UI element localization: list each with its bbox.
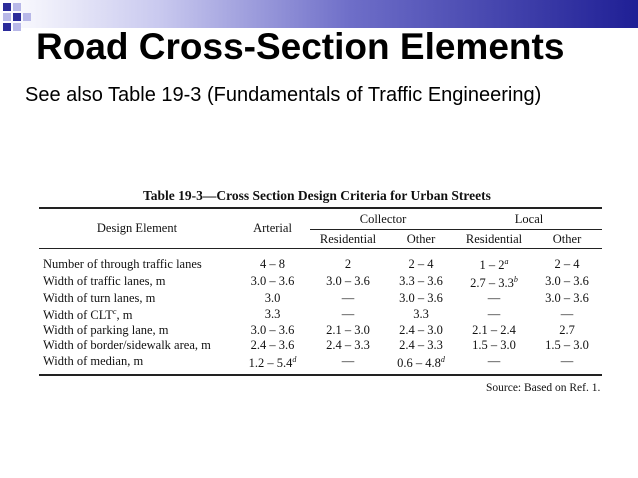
local-residential-value: 2.1 – 2.4 [472,323,516,338]
local-residential-value: 1 – 2$^a$ [479,257,509,273]
table-row [39,291,602,306]
local-residential-value: — [487,290,501,305]
collector-residential-value: — [310,353,386,375]
footnote-mark: d [292,354,297,364]
collector-other-value: 2.4 – 3.0 [399,323,443,338]
row-label: Width of parking lane, m [43,323,169,338]
collector-other-value: 3.3 – 3.6 [399,274,443,289]
collector-other-value: 2 – 4 [408,256,434,271]
row-label: Number of through traffic lanes [43,256,202,271]
local-other-value: — [532,353,602,375]
arterial-value: 1.2 – 5.4$^d$ [235,353,310,375]
arterial-value: 4 – 8 [260,256,285,271]
table-row [39,305,602,323]
table-row [39,353,602,375]
header-local: Local [456,208,602,230]
local-residential-value: — [487,307,501,321]
header-arterial: Arterial [235,208,310,249]
collector-residential-value: 2.1 – 3.0 [326,323,370,338]
local-other-value: 3.0 – 3.6 [545,274,589,289]
header-gradient-bar [0,0,638,28]
footnote-mark: b [513,274,518,284]
collector-residential-value: 2.4 – 3.3 [326,337,370,352]
footnote-mark: c [112,307,117,317]
header-collector-other: Other [386,230,456,249]
arterial-value: 3.0 – 3.6 [250,274,295,289]
row-label: Width of CLT$^c$, m [43,307,133,323]
slide-title: Road Cross-Section Elements [36,26,565,67]
table-row [39,273,602,291]
local-other-value: 2 – 4 [554,256,580,271]
table-source-note: Source: Based on Ref. 1. [486,382,601,394]
footnote-mark: a [504,257,509,266]
arterial-value: 3.0 [264,290,281,305]
collector-residential-value: — [341,290,355,305]
cross-section-table [39,207,602,376]
arterial-value: 2.4 – 3.6 [250,337,295,352]
slide-subtitle: See also Table 19-3 (Fundamentals of Traffic Engineering) [25,84,542,106]
footnote-mark: d [440,354,445,364]
table-row [39,338,602,353]
collector-other-value: 3.3 [413,307,429,321]
collector-other-value: 2.4 – 3.3 [399,337,443,352]
row-label: Width of border/sidewalk area, m [43,337,211,352]
arterial-value: 3.3 [264,307,281,321]
row-label: Width of median, m [39,353,235,375]
table-caption: Table 19-3—Cross Section Design Criteria for Urban Streets [143,188,491,203]
header-design-element: Design Element [39,208,235,249]
local-other-value: — [560,307,574,321]
row-label: Width of traffic lanes, m [43,274,166,289]
local-other-value: 3.0 – 3.6 [545,290,589,305]
arterial-value: 3.0 – 3.6 [250,323,295,338]
local-residential-value: 2.7 – 3.3$^b$ [470,274,518,291]
table-row [39,249,602,273]
header-local-other: Other [532,230,602,249]
collector-other-value: 0.6 – 4.8$^d$ [386,353,456,375]
row-label: Width of turn lanes, m [43,290,156,305]
local-residential-value: 1.5 – 3.0 [472,337,516,352]
local-residential-value: — [456,353,532,375]
collector-residential-value: 3.0 – 3.6 [326,274,370,289]
local-other-value: 2.7 [559,323,575,338]
header-local-residential: Residential [456,230,532,249]
collector-other-value: 3.0 – 3.6 [399,290,443,305]
header-collector-residential: Residential [310,230,386,249]
collector-residential-value: 2 [344,256,352,271]
header-collector: Collector [310,208,456,230]
table-row [39,323,602,338]
local-other-value: 1.5 – 3.0 [545,337,589,352]
collector-residential-value: — [341,307,355,321]
